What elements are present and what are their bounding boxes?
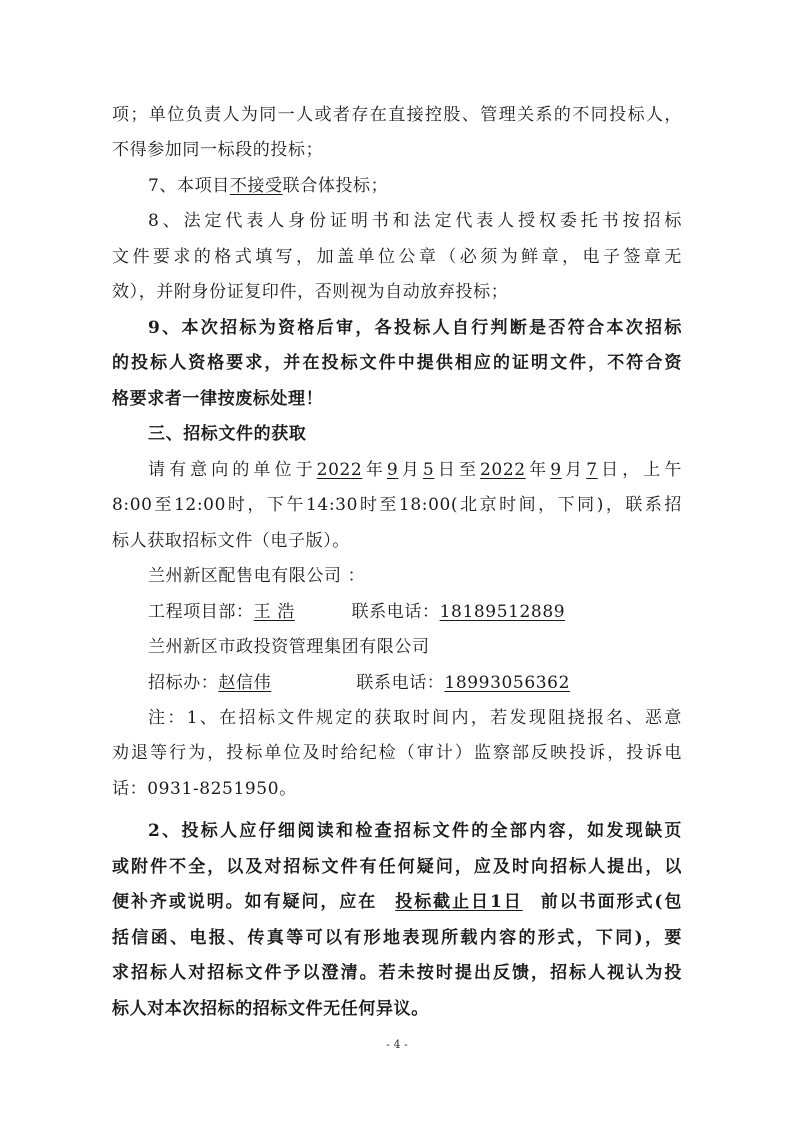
text-line: 格要求者一律按废标处理！ [112,389,324,409]
contact-name: 王 浩 [253,602,295,622]
acquire-line-2: 8:00至12:00时，下午14:30时至18:00(北京时间，下同)，联系招 [112,495,682,515]
note-1-line: 劝退等行为，投标单位及时给纪检（审计）监察部反映投诉，投诉电 [112,743,682,763]
note-2-line: 便补齐或说明。如有疑问，应在 投标截止日1日 前以书面形式(包 [112,892,683,912]
text-line: 的投标人资格要求，并在投标文件中提供相应的证明文件，不符合资 [112,353,682,373]
contact-name: 赵信伟 [218,673,272,693]
note-2-line: 括信函、电报、传真等可以有形地表现所载内容的形式，下同)，要 [112,928,682,948]
text-line: 不得参加同一标段的投标； [112,140,324,160]
note-2-line: 或附件不全，以及对招标文件有任何疑问，应及时向招标人提出，以 [112,857,682,877]
acquire-line-3: 标人获取招标文件（电子版）。 [112,531,350,551]
clause-8-line: 8、法定代表人身份证明书和法定代表人授权委托书按招标 [148,211,682,231]
contact-row: 工程项目部：王 浩 联系电话：18189512889 [148,597,682,627]
contact-phone: 18189512889 [439,602,566,622]
text-line: 文件要求的格式填写，加盖单位公章（必须为鲜章，电子签章无 [112,247,682,267]
text-line: 效），并附身份证复印件，否则视为自动放弃投标； [112,282,509,302]
company-name: 兰州新区市政投资管理集团有限公司 [148,637,430,657]
note-1-line: 注：1、在招标文件规定的获取时间内，若发现阻挠报名、恶意 [148,708,682,728]
note-2-line: 求招标人对招标文件予以澄清。若未按时提出反馈，招标人视认为投 [112,963,682,983]
acquire-line-1: 请有意向的单位于2022年9月5日至2022年9月7日，上午 [148,460,683,480]
text-line: 项；单位负责人为同一人或者存在直接控股、管理关系的不同投标人， [112,105,682,125]
section-heading: 三、招标文件的获取 [148,424,307,444]
contact-phone: 18993056362 [444,673,570,693]
clause-9-line: 9、本次招标为资格后审，各投标人自行判断是否符合本次招标 [148,318,682,338]
note-2-line: 标人对本次招标的招标文件无任何异议。 [112,999,429,1019]
note-1-line: 话：0931-8251950。 [112,779,297,799]
page-number: - 4 - [386,1038,408,1051]
note-2-line: 2、投标人应仔细阅读和检查招标文件的全部内容，如发现缺页 [148,821,682,841]
clause-7: 7、本项目不接受联合体投标； [148,176,389,196]
company-name: 兰州新区配售电有限公司 ： [148,566,366,586]
contact-row: 招标办：赵信伟 联系电话：18993056362 [148,668,682,698]
